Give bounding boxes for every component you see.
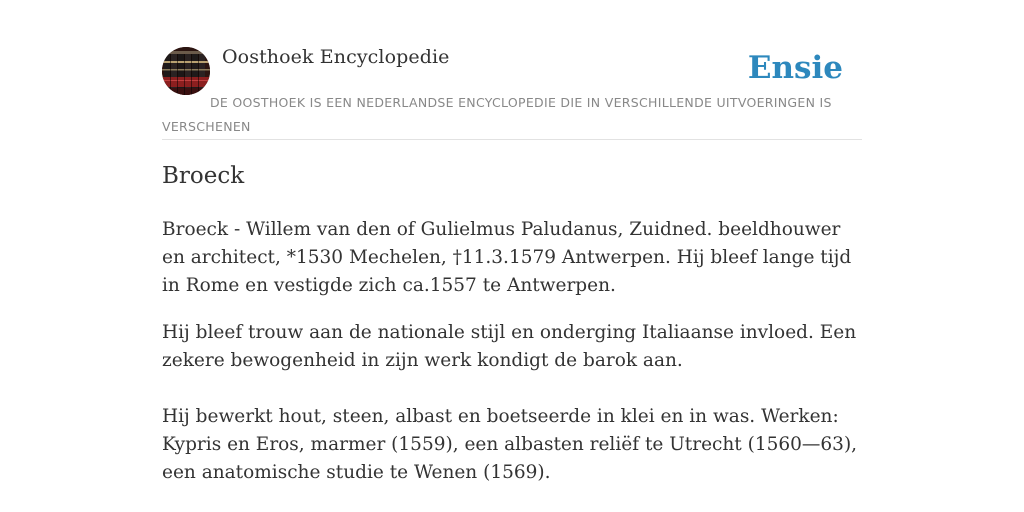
encyclopedia-books-icon[interactable] bbox=[162, 47, 210, 95]
entry-paragraph-3: Hij bewerkt hout, steen, albast en boetseerde in klei en in was. Werken: Kypris en Eros, marmer (1559), een albasten reliëf te Utrecht (1560—63), een anatomische studie te Wenen (1569). bbox=[162, 406, 858, 483]
entry-paragraph-1: Broeck - Willem van den of Gulielmus Paludanus, Zuidned. beeldhouwer en architect, *1530 Mechelen, †11.3.1579 Antwerpen. Hij bleef lange tijd in Rome en vestigde zich ca.1557 te Antwerpen. bbox=[162, 219, 852, 296]
entry-title: Broeck bbox=[162, 163, 245, 189]
header-divider bbox=[162, 139, 862, 140]
entry-paragraph-2: Hij bleef trouw aan de nationale stijl en onderging Italiaanse invloed. Een zekere bewogenheid in zijn werk kondigt de barok aan. bbox=[162, 322, 857, 371]
site-title[interactable]: Oosthoek Encyclopedie bbox=[222, 46, 450, 68]
brand-logo-link[interactable]: Ensie bbox=[747, 50, 843, 86]
site-tagline: DE OOSTHOEK IS EEN NEDERLANDSE ENCYCLOPEDIE DIE IN VERSCHILLENDE UITVOERINGEN IS VERSCHENEN bbox=[162, 95, 832, 134]
